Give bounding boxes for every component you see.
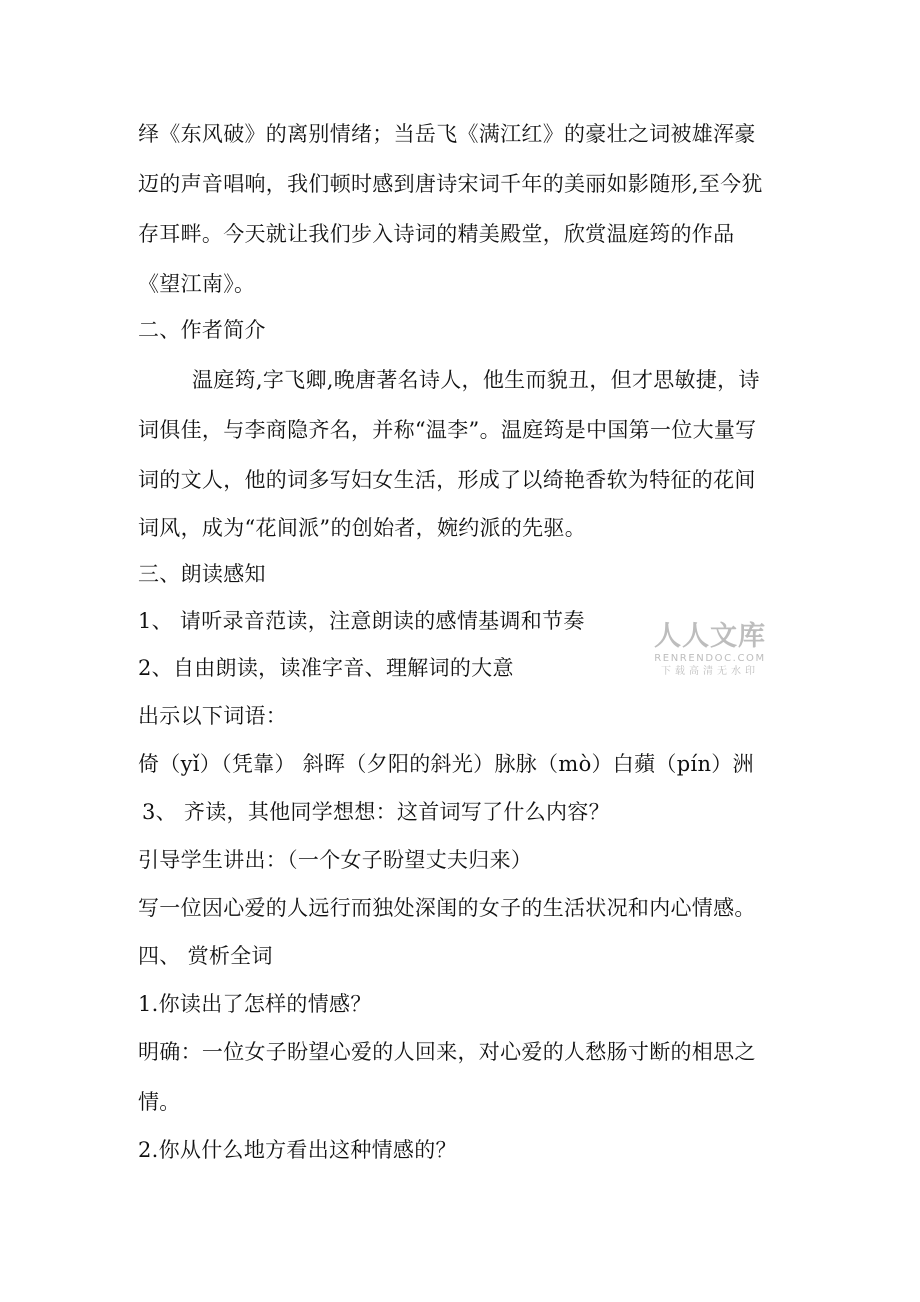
paragraph-line: 存耳畔。今天就让我们步入诗词的精美殿堂，欣赏温庭筠的作品 <box>138 222 735 246</box>
paragraph-line: 出示以下词语： <box>138 704 288 728</box>
section-heading-reading: 三、朗读感知 <box>138 562 266 586</box>
paragraph-line: 词俱佳，与李商隐齐名，并称“温李”。温庭筠是中国第一位大量写 <box>138 418 757 442</box>
vocabulary-line: 倚（yǐ）（凭靠） 斜晖（夕阳的斜光）脉脉（mò）白蘋（pín）洲 <box>138 752 754 776</box>
paragraph-line: 明确：一位女子盼望心爱的人回来，对心爱的人愁肠寸断的相思之 <box>138 1040 756 1064</box>
paragraph-line: 温庭筠,字飞卿,晚唐著名诗人，他生而貌丑，但才思敏捷，诗 <box>192 368 760 392</box>
paragraph-line: 情。 <box>138 1090 181 1114</box>
watermark-logo <box>648 622 772 678</box>
paragraph-line: 词风，成为“花间派”的创始者，婉约派的先驱。 <box>138 516 587 540</box>
paragraph-line: 《望江南》。 <box>138 272 256 296</box>
paragraph-line: 写一位因心爱的人远行而独处深闺的女子的生活状况和内心情感。 <box>138 896 756 920</box>
list-item: 2、自由朗读，读准字音、理解词的大意 <box>138 656 514 680</box>
paragraph-line: 迈的声音唱响，我们顿时感到唐诗宋词千年的美丽如影随形,至今犹 <box>138 172 763 196</box>
watermark-title: 人人文库 <box>654 621 766 652</box>
paragraph-line: 引导学生讲出：（一个女子盼望丈夫归来） <box>138 848 533 872</box>
list-item: 3、 齐读，其他同学想想：这首词写了什么内容？ <box>142 800 610 824</box>
question-line: 2.你从什么地方看出这种情感的？ <box>138 1138 457 1162</box>
section-heading-appreciation: 四、 赏析全词 <box>138 944 273 968</box>
section-heading-author: 二、作者简介 <box>138 318 266 342</box>
list-item: 1、 请听录音范读，注意朗读的感情基调和节奏 <box>138 609 585 633</box>
question-line: 1.你读出了怎样的情感？ <box>138 992 372 1016</box>
paragraph-line: 词的文人，他的词多写妇女生活，形成了以绮艳香软为特征的花间 <box>138 468 756 492</box>
watermark-tagline: 下载高清无水印 <box>661 666 759 677</box>
watermark-domain: RENRENDOC.COM <box>654 653 766 664</box>
paragraph-line: 绎《东风破》的离别情绪；当岳飞《满江红》的豪壮之词被雄浑豪 <box>138 122 756 146</box>
